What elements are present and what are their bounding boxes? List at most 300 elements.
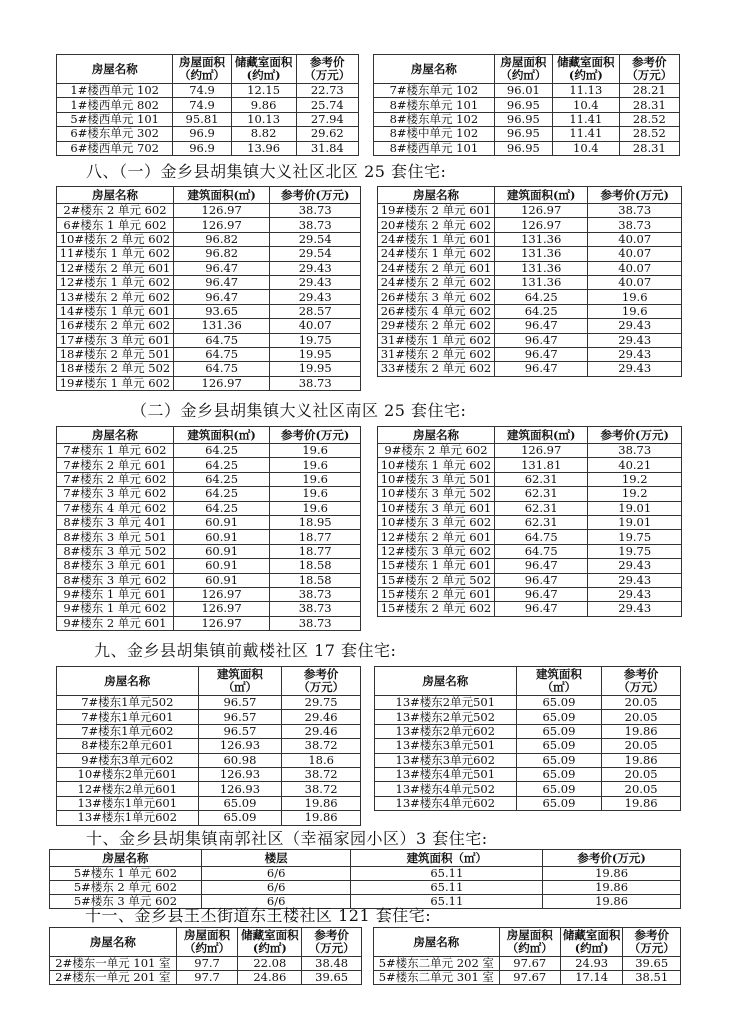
- area-cell: 131.36: [494, 247, 588, 261]
- house-name-cell: 8#楼东 3 单元 602: [57, 573, 174, 587]
- housing-table-11-left: [49, 927, 362, 985]
- area-cell: 65.09: [516, 724, 602, 738]
- table-row: [378, 444, 682, 458]
- house-name-cell: 13#楼东2单元502: [375, 710, 517, 724]
- table-row: [57, 204, 361, 218]
- table-row: [57, 753, 361, 767]
- house-name-cell: 6#楼西单元 702: [57, 141, 173, 155]
- area-cell: 65.09: [516, 710, 602, 724]
- price-cell: 39.65: [302, 971, 362, 985]
- house-name-cell: 19#楼东 2 单元 601: [378, 204, 495, 218]
- table-row: [57, 602, 361, 616]
- area-cell: 131.36: [173, 319, 269, 333]
- value-cell: 9.86: [231, 98, 296, 112]
- column-header: 房屋名称: [374, 55, 495, 84]
- house-name-cell: 20#楼东 2 单元 602: [378, 218, 495, 232]
- house-name-cell: 6#楼东单元 302: [57, 127, 173, 141]
- area-cell: 96.95: [494, 127, 552, 141]
- column-header: 参考价(万元): [588, 427, 682, 444]
- area-cell: 65.09: [516, 753, 602, 767]
- table-row: [57, 112, 359, 126]
- table-row: [375, 696, 681, 710]
- house-name-cell: 5#楼西单元 101: [57, 112, 173, 126]
- table-row: [378, 319, 682, 333]
- area-cell: 96.47: [494, 587, 588, 601]
- table-row: [57, 232, 361, 246]
- table-row: [374, 127, 680, 141]
- housing-table-11-right: [373, 927, 681, 985]
- table-header-row: [57, 187, 361, 204]
- column-header: 房屋面积 （约㎡）: [176, 928, 238, 957]
- area-cell: 96.82: [173, 247, 269, 261]
- house-name-cell: 12#楼东 1 单元 602: [57, 275, 174, 289]
- house-name-cell: 24#楼东 2 单元 602: [378, 275, 495, 289]
- house-name-cell: 8#楼东 3 单元 601: [57, 559, 174, 573]
- table-row: [57, 587, 361, 601]
- area-cell: 96.9: [173, 127, 231, 141]
- table-row: [378, 232, 682, 246]
- column-header: 房屋名称: [378, 187, 495, 204]
- table-row: [374, 141, 680, 155]
- table-row: [378, 472, 682, 486]
- area-cell: 64.25: [494, 304, 588, 318]
- house-name-cell: 15#楼东 1 单元 601: [378, 559, 495, 573]
- housing-table-8a-left: [56, 186, 361, 391]
- house-name-cell: 18#楼东 2 单元 502: [57, 362, 174, 376]
- house-name-cell: 9#楼东 1 单元 602: [57, 602, 174, 616]
- value-cell: 19.6: [270, 501, 361, 515]
- table-row: [57, 304, 361, 318]
- value-cell: 40.07: [588, 232, 682, 246]
- value-cell: 19.2: [588, 487, 682, 501]
- table-header-row: [57, 667, 361, 696]
- value-cell: 19.95: [270, 362, 361, 376]
- house-name-cell: 9#楼东3单元602: [57, 753, 199, 767]
- area-cell: 97.67: [499, 971, 560, 985]
- area-cell: 126.97: [173, 602, 270, 616]
- price-cell: 28.21: [619, 84, 679, 98]
- table-row: [378, 333, 682, 347]
- table-row: [57, 472, 361, 486]
- table-row: [378, 247, 682, 261]
- section-title-8b: （二）金乡县胡集镇大义社区南区 25 套住宅:: [131, 401, 467, 420]
- price-cell: 19.86: [543, 895, 681, 909]
- table-row: [57, 710, 361, 724]
- house-name-cell: 24#楼东 2 单元 601: [378, 261, 495, 275]
- table-row: [378, 275, 682, 289]
- area-cell: 64.75: [494, 544, 588, 558]
- value-cell: 19.2: [588, 472, 682, 486]
- house-name-cell: 12#楼东2单元601: [57, 782, 199, 796]
- value-cell: 40.07: [588, 247, 682, 261]
- column-header: 参考价 （万元）: [296, 55, 358, 84]
- value-cell: 12.15: [231, 84, 296, 98]
- value-cell: 29.46: [282, 724, 361, 738]
- area-cell: 126.97: [173, 204, 269, 218]
- value-cell: 11.13: [553, 84, 620, 98]
- house-name-cell: 8#楼东 3 单元 502: [57, 544, 174, 558]
- price-cell: 28.52: [619, 112, 679, 126]
- house-name-cell: 15#楼东 2 单元 602: [378, 602, 495, 616]
- housing-table-10: [49, 849, 681, 909]
- area-cell: 96.47: [173, 275, 269, 289]
- house-name-cell: 26#楼东 3 单元 602: [378, 290, 495, 304]
- column-header: 建筑面积(㎡): [494, 427, 588, 444]
- column-header: 参考价(万元): [588, 187, 682, 204]
- house-name-cell: 7#楼东 1 单元 602: [57, 444, 174, 458]
- table-row: [57, 84, 359, 98]
- value-cell: 29.43: [588, 362, 682, 376]
- value-cell: 18.6: [282, 753, 361, 767]
- area-cell: 96.47: [494, 362, 588, 376]
- value-cell: 29.43: [588, 319, 682, 333]
- house-name-cell: 7#楼东1单元502: [57, 696, 199, 710]
- house-name-cell: 13#楼东3单元501: [375, 739, 517, 753]
- table-row: [374, 84, 680, 98]
- value-cell: 38.73: [270, 218, 361, 232]
- value-cell: 24.86: [238, 971, 302, 985]
- column-header: 房屋面积 （约㎡）: [494, 55, 552, 84]
- value-cell: 29.54: [270, 247, 361, 261]
- house-name-cell: 10#楼东 2 单元 602: [57, 232, 174, 246]
- house-name-cell: 12#楼东 2 单元 601: [57, 261, 174, 275]
- house-name-cell: 7#楼东 3 单元 602: [57, 487, 174, 501]
- value-cell: 18.77: [270, 544, 361, 558]
- table-row: [378, 347, 682, 361]
- section-title-10: 十、金乡县胡集镇南郭社区（幸福家园小区）3 套住宅:: [86, 829, 488, 848]
- house-name-cell: 9#楼东 2 单元 601: [57, 616, 174, 630]
- area-cell: 60.91: [173, 515, 270, 529]
- area-cell: 96.47: [494, 602, 588, 616]
- area-cell: 96.47: [494, 333, 588, 347]
- value-cell: 29.43: [588, 333, 682, 347]
- house-name-cell: 15#楼东 2 单元 601: [378, 587, 495, 601]
- table-header-row: [374, 928, 681, 957]
- house-name-cell: 13#楼东2单元602: [375, 724, 517, 738]
- value-cell: 29.43: [270, 261, 361, 275]
- table-row: [57, 573, 361, 587]
- table-row: [57, 739, 361, 753]
- value-cell: 38.73: [588, 218, 682, 232]
- value-cell: 29.46: [282, 710, 361, 724]
- table-row: [378, 362, 682, 376]
- value-cell: 10.4: [553, 141, 620, 155]
- housing-table-7-right: [373, 54, 680, 156]
- value-cell: 40.07: [588, 261, 682, 275]
- value-cell: 38.73: [588, 444, 682, 458]
- house-name-cell: 13#楼东4单元602: [375, 796, 517, 810]
- house-name-cell: 6#楼东 1 单元 602: [57, 218, 174, 232]
- table-row: [375, 753, 681, 767]
- housing-table-8a-right: [377, 186, 682, 377]
- area-cell: 60.91: [173, 573, 270, 587]
- house-name-cell: 7#楼东1单元602: [57, 724, 199, 738]
- area-cell: 64.25: [173, 444, 270, 458]
- value-cell: 19.86: [602, 753, 681, 767]
- house-name-cell: 5#楼东二单元 301 室: [374, 971, 500, 985]
- house-name-cell: 8#楼中单元 102: [374, 127, 495, 141]
- value-cell: 19.86: [602, 796, 681, 810]
- column-header: 房屋名称: [57, 187, 174, 204]
- price-cell: 38.48: [302, 957, 362, 971]
- house-name-cell: 13#楼东2单元501: [375, 696, 517, 710]
- area-cell: 6/6: [201, 881, 351, 895]
- house-name-cell: 13#楼东4单元502: [375, 782, 517, 796]
- value-cell: 28.57: [270, 304, 361, 318]
- table-row: [57, 724, 361, 738]
- value-cell: 10.4: [553, 98, 620, 112]
- house-name-cell: 16#楼东 2 单元 602: [57, 319, 174, 333]
- value-cell: 18.58: [270, 573, 361, 587]
- column-header: 储藏室面积 (约㎡): [238, 928, 302, 957]
- house-name-cell: 14#楼东 1 单元 601: [57, 304, 174, 318]
- column-header: 建筑面积 （㎡）: [198, 667, 282, 696]
- area-cell: 126.97: [494, 444, 588, 458]
- table-row: [57, 261, 361, 275]
- area-cell: 64.75: [494, 530, 588, 544]
- column-header: 建筑面积(㎡): [494, 187, 588, 204]
- value-cell: 19.01: [588, 501, 682, 515]
- table-row: [57, 333, 361, 347]
- table-row: [378, 218, 682, 232]
- price-cell: 29.62: [296, 127, 358, 141]
- area-cell: 96.47: [494, 319, 588, 333]
- value-cell: 18.58: [270, 559, 361, 573]
- area-cell: 62.31: [494, 501, 588, 515]
- value-cell: 19.6: [270, 472, 361, 486]
- area-cell: 93.65: [173, 304, 269, 318]
- area-cell: 96.47: [173, 290, 269, 304]
- table-row: [57, 218, 361, 232]
- value-cell: 40.07: [588, 275, 682, 289]
- value-cell: 38.73: [270, 587, 361, 601]
- area-cell: 65.09: [198, 796, 282, 810]
- table-row: [375, 796, 681, 810]
- table-row: [57, 767, 361, 781]
- value-cell: 11.41: [553, 127, 620, 141]
- house-name-cell: 12#楼东 2 单元 601: [378, 530, 495, 544]
- table-row: [57, 127, 359, 141]
- value-cell: 20.05: [602, 696, 681, 710]
- house-name-cell: 13#楼东1单元602: [57, 811, 199, 825]
- area-cell: 96.47: [494, 559, 588, 573]
- house-name-cell: 8#楼西单元 101: [374, 141, 495, 155]
- table-row: [374, 112, 680, 126]
- house-name-cell: 11#楼东 1 单元 602: [57, 247, 174, 261]
- area-cell: 126.97: [173, 616, 270, 630]
- table-row: [378, 559, 682, 573]
- value-cell: 38.72: [282, 767, 361, 781]
- house-name-cell: 5#楼东二单元 202 室: [374, 957, 500, 971]
- house-name-cell: 7#楼东 2 单元 602: [57, 472, 174, 486]
- value-cell: 65.11: [351, 895, 543, 909]
- house-name-cell: 15#楼东 2 单元 502: [378, 573, 495, 587]
- table-row: [378, 515, 682, 529]
- table-row: [378, 530, 682, 544]
- house-name-cell: 10#楼东 3 单元 501: [378, 472, 495, 486]
- price-cell: 28.31: [619, 98, 679, 112]
- house-name-cell: 13#楼东3单元602: [375, 753, 517, 767]
- value-cell: 20.05: [602, 710, 681, 724]
- table-row: [378, 261, 682, 275]
- house-name-cell: 31#楼东 2 单元 602: [378, 347, 495, 361]
- value-cell: 29.43: [270, 275, 361, 289]
- table-header-row: [57, 427, 361, 444]
- value-cell: 8.82: [231, 127, 296, 141]
- table-header-row: [57, 55, 359, 84]
- table-row: [57, 559, 361, 573]
- area-cell: 62.31: [494, 515, 588, 529]
- table-row: [57, 696, 361, 710]
- house-name-cell: 10#楼东 3 单元 601: [378, 501, 495, 515]
- value-cell: 19.75: [270, 333, 361, 347]
- area-cell: 96.95: [494, 141, 552, 155]
- area-cell: 60.91: [173, 544, 270, 558]
- house-name-cell: 7#楼东单元 102: [374, 84, 495, 98]
- area-cell: 65.09: [516, 696, 602, 710]
- value-cell: 19.86: [602, 724, 681, 738]
- column-header: 房屋名称: [378, 427, 495, 444]
- table-header-row: [378, 187, 682, 204]
- area-cell: 65.09: [198, 811, 282, 825]
- house-name-cell: 19#楼东 1 单元 602: [57, 376, 174, 390]
- area-cell: 131.36: [494, 275, 588, 289]
- area-cell: 65.09: [516, 796, 602, 810]
- section-title-9: 九、金乡县胡集镇前戴楼社区 17 套住宅:: [94, 641, 397, 660]
- value-cell: 40.21: [588, 458, 682, 472]
- area-cell: 131.36: [494, 261, 588, 275]
- house-name-cell: 8#楼东 3 单元 501: [57, 530, 174, 544]
- value-cell: 65.11: [351, 881, 543, 895]
- area-cell: 131.81: [494, 458, 588, 472]
- value-cell: 29.43: [588, 559, 682, 573]
- column-header: 房屋名称: [57, 427, 174, 444]
- table-header-row: [374, 55, 680, 84]
- column-header: 参考价 （万元）: [619, 55, 679, 84]
- housing-table-7-left: [56, 54, 359, 156]
- value-cell: 38.73: [270, 204, 361, 218]
- house-name-cell: 31#楼东 1 单元 602: [378, 333, 495, 347]
- column-header: 房屋面积 （约㎡）: [499, 928, 560, 957]
- column-header: 房屋名称: [50, 928, 177, 957]
- column-header: 参考价 （万元）: [282, 667, 361, 696]
- table-row: [378, 501, 682, 515]
- area-cell: 126.93: [198, 739, 282, 753]
- column-header: 储藏室面积 (约㎡): [560, 928, 623, 957]
- value-cell: 19.86: [282, 811, 361, 825]
- table-row: [378, 290, 682, 304]
- housing-table-9-right: [374, 666, 681, 811]
- column-header: 房屋名称: [57, 55, 173, 84]
- table-row: [57, 275, 361, 289]
- column-header: 参考价(万元): [543, 850, 681, 867]
- column-header: 储藏室面积 (约㎡): [231, 55, 296, 84]
- column-header: 建筑面积(㎡): [173, 427, 270, 444]
- house-name-cell: 1#楼西单元 802: [57, 98, 173, 112]
- house-name-cell: 8#楼东单元 102: [374, 112, 495, 126]
- table-row: [57, 98, 359, 112]
- house-name-cell: 7#楼东 2 单元 601: [57, 458, 174, 472]
- value-cell: 19.75: [588, 544, 682, 558]
- area-cell: 64.25: [173, 458, 270, 472]
- table-row: [374, 98, 680, 112]
- table-row: [374, 971, 681, 985]
- house-name-cell: 9#楼东 1 单元 601: [57, 587, 174, 601]
- price-cell: 25.74: [296, 98, 358, 112]
- area-cell: 6/6: [201, 895, 351, 909]
- house-name-cell: 13#楼东4单元501: [375, 767, 517, 781]
- area-cell: 126.97: [494, 218, 588, 232]
- house-name-cell: 2#楼东一单元 101 室: [50, 957, 177, 971]
- housing-table-9-left: [56, 666, 361, 826]
- table-row: [57, 362, 361, 376]
- value-cell: 29.43: [588, 573, 682, 587]
- area-cell: 96.57: [198, 696, 282, 710]
- table-row: [50, 971, 362, 985]
- value-cell: 38.72: [282, 782, 361, 796]
- value-cell: 19.6: [588, 304, 682, 318]
- area-cell: 126.97: [173, 218, 269, 232]
- table-row: [57, 796, 361, 810]
- area-cell: 97.67: [499, 957, 560, 971]
- table-row: [50, 881, 681, 895]
- area-cell: 74.9: [173, 84, 231, 98]
- house-name-cell: 8#楼东单元 101: [374, 98, 495, 112]
- column-header: 房屋名称: [57, 667, 199, 696]
- column-header: 建筑面积(㎡): [173, 187, 269, 204]
- value-cell: 19.75: [588, 530, 682, 544]
- price-cell: 19.86: [543, 881, 681, 895]
- table-row: [375, 767, 681, 781]
- value-cell: 29.75: [282, 696, 361, 710]
- table-row: [374, 957, 681, 971]
- table-row: [378, 304, 682, 318]
- column-header: 参考价 （万元）: [302, 928, 362, 957]
- column-header: 房屋名称: [50, 850, 202, 867]
- area-cell: 6/6: [201, 867, 351, 881]
- area-cell: 60.91: [173, 530, 270, 544]
- column-header: 楼层: [201, 850, 351, 867]
- value-cell: 18.95: [270, 515, 361, 529]
- column-header: 建筑面积 （㎡）: [516, 667, 602, 696]
- value-cell: 13.96: [231, 141, 296, 155]
- column-header: 参考价(万元): [270, 427, 361, 444]
- area-cell: 64.25: [494, 290, 588, 304]
- column-header: 参考价(万元): [270, 187, 361, 204]
- value-cell: 24.93: [560, 957, 623, 971]
- house-name-cell: 24#楼东 1 单元 602: [378, 247, 495, 261]
- area-cell: 96.57: [198, 724, 282, 738]
- table-row: [378, 204, 682, 218]
- table-row: [378, 544, 682, 558]
- house-name-cell: 13#楼东1单元601: [57, 796, 199, 810]
- house-name-cell: 10#楼东 3 单元 602: [378, 515, 495, 529]
- area-cell: 60.98: [198, 753, 282, 767]
- housing-table-8b-left: [56, 426, 361, 631]
- value-cell: 19.6: [270, 487, 361, 501]
- price-cell: 31.84: [296, 141, 358, 155]
- area-cell: 96.82: [173, 232, 269, 246]
- value-cell: 38.73: [270, 616, 361, 630]
- column-header: 房屋名称: [375, 667, 517, 696]
- house-name-cell: 33#楼东 2 单元 602: [378, 362, 495, 376]
- value-cell: 20.05: [602, 782, 681, 796]
- price-cell: 22.73: [296, 84, 358, 98]
- area-cell: 96.95: [494, 112, 552, 126]
- area-cell: 96.01: [494, 84, 552, 98]
- table-row: [57, 616, 361, 630]
- table-row: [57, 141, 359, 155]
